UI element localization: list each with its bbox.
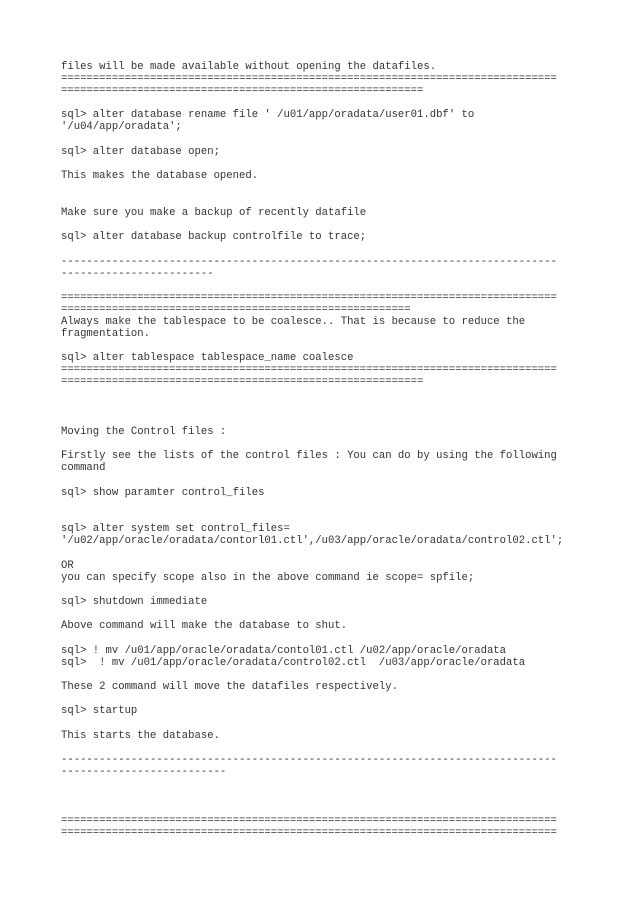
sql-command-line: sql> startup <box>61 705 138 717</box>
text-line: These 2 command will move the datafiles respectively. <box>61 681 398 693</box>
text-line: OR <box>61 560 74 572</box>
text-line: Above command will make the database to shut. <box>61 620 348 632</box>
separator-line: ============================================================================== <box>61 815 557 827</box>
separator-line: ============================================================================== <box>61 73 557 85</box>
text-line: Always make the tablespace to be coalesce.. That is because to reduce the <box>61 316 526 328</box>
text-line: This makes the database opened. <box>61 170 259 182</box>
sql-command-line: sql> ! mv /u01/app/oracle/oradata/contol01.ctl /u02/app/oracle/oradata <box>61 645 507 657</box>
section-heading: Moving the Control files : <box>61 426 227 438</box>
separator-line: ======================================================= <box>61 304 411 316</box>
sql-command-line: sql> shutdown immediate <box>61 596 208 608</box>
sql-command-line: sql> show paramter control_files <box>61 487 265 499</box>
separator-line: ============================================================================== <box>61 364 557 376</box>
sql-command-line: sql> alter database backup controlfile to trace; <box>61 231 367 243</box>
separator-line: ========================================================= <box>61 85 424 97</box>
text-line: fragmentation. <box>61 328 151 340</box>
sql-command-line: sql> alter tablespace tablespace_name coalesce <box>61 352 354 364</box>
text-line: files will be made available without opening the datafiles. <box>61 61 437 73</box>
sql-command-line: '/u02/app/oracle/oradata/contorl01.ctl',/u03/app/oracle/oradata/control02.ctl'; <box>61 535 564 547</box>
text-line: Firstly see the lists of the control files : You can do by using the following <box>61 450 557 462</box>
separator-line: ------------------------------------------------------------------------------ <box>61 754 557 766</box>
separator-line: ============================================================================== <box>61 292 557 304</box>
separator-line: ========================================================= <box>61 376 424 388</box>
text-line: This starts the database. <box>61 730 220 742</box>
sql-command-line: sql> ! mv /u01/app/oracle/oradata/control02.ctl /u03/app/oracle/oradata <box>61 657 526 669</box>
separator-line: ------------------------------------------------------------------------------ <box>61 256 557 268</box>
sql-command-line: sql> alter database rename file ' /u01/app/oradata/user01.dbf' to <box>61 109 475 121</box>
sql-command-line: sql> alter system set control_files= <box>61 523 290 535</box>
separator-line: ============================================================================== <box>61 827 557 839</box>
text-line: command <box>61 462 106 474</box>
text-line: you can specify scope also in the above command ie scope= spfile; <box>61 572 475 584</box>
sql-command-line: sql> alter database open; <box>61 146 220 158</box>
separator-line: -------------------------- <box>61 766 227 778</box>
separator-line: ------------------------ <box>61 268 214 280</box>
sql-command-line: '/u04/app/oradata'; <box>61 121 182 133</box>
text-line: Make sure you make a backup of recently datafile <box>61 207 367 219</box>
